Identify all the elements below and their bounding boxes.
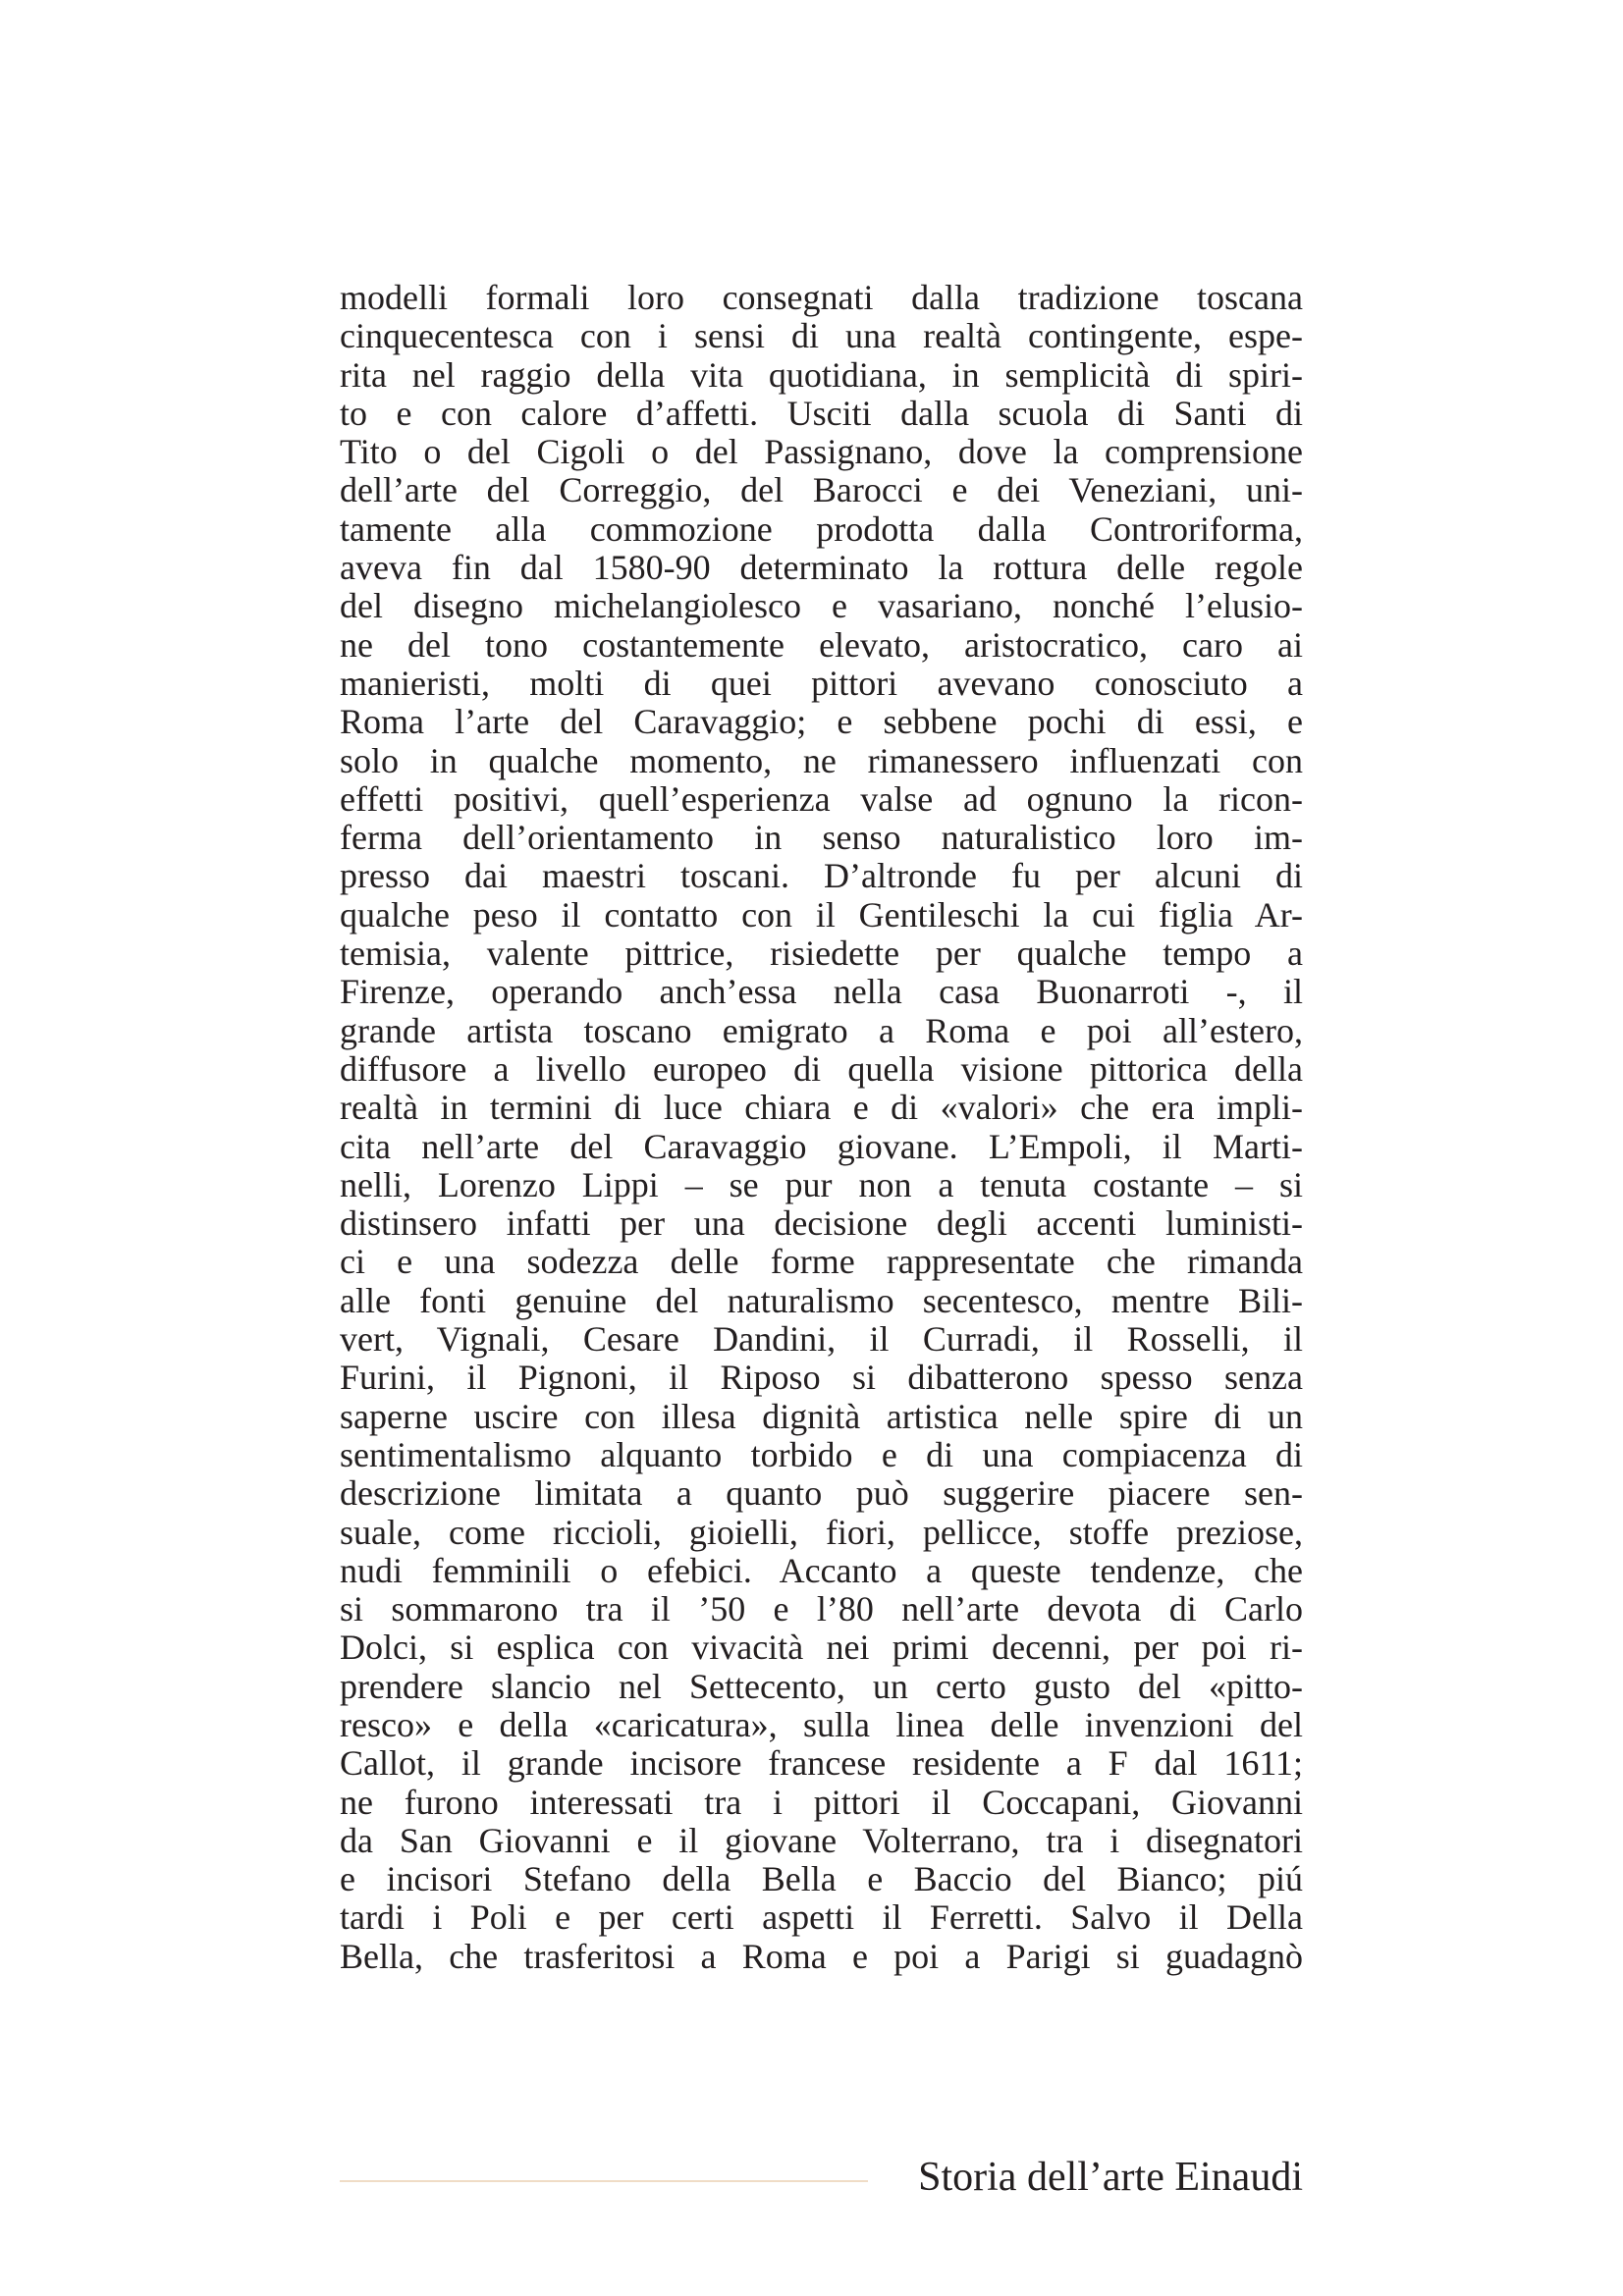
body-text	[340, 279, 1303, 1976]
text-line: ne del tono costantemente elevato, aristocratico, caro ai	[340, 624, 1303, 665]
text-line: effetti positivi, quell’esperienza valse ad ognuno la ricon-	[340, 778, 1303, 819]
text-line: tardi i Poli e per certi aspetti il Ferretti. Salvo il Della	[340, 1897, 1303, 1938]
text-line: del disegno michelangiolesco e vasariano, nonché l’elusio-	[340, 586, 1303, 626]
text-line: Callot, il grande incisore francese residente a F dal 1611;	[340, 1743, 1303, 1784]
text-line: realtà in termini di luce chiara e di «valori» che era impli-	[340, 1088, 1303, 1128]
text-line: modelli formali loro consegnati dalla tradizione toscana	[340, 278, 1303, 317]
text-line: Tito o del Cigoli o del Passignano, dove la comprensione	[340, 432, 1303, 472]
text-line: resco» e della «caricatura», sulla linea delle invenzioni del	[340, 1704, 1303, 1744]
text-line: distinsero infatti per una decisione degli accenti luministi-	[340, 1203, 1303, 1244]
text-line: solo in qualche momento, ne rimanessero influenzati con	[340, 740, 1303, 780]
text-line: Furini, il Pignoni, il Riposo si dibatterono spesso senza	[340, 1358, 1303, 1398]
text-line: grande artista toscano emigrato a Roma e poi all’estero,	[340, 1010, 1303, 1050]
text-line: Dolci, si esplica con vivacità nei primi decenni, per poi ri-	[340, 1628, 1303, 1668]
text-line: saperne uscire con illesa dignità artistica nelle spire di un	[340, 1396, 1303, 1436]
footer-rule	[340, 2180, 868, 2182]
text-line: Roma l’arte del Caravaggio; e sebbene pochi di essi, e	[340, 702, 1303, 742]
text-line: Firenze, operando anch’essa nella casa Buonarroti -, il	[340, 972, 1303, 1012]
text-line: alle fonti genuine del naturalismo secentesco, mentre Bili-	[340, 1280, 1303, 1320]
text-line: cinquecentesca con i sensi di una realtà contingente, espe-	[340, 316, 1303, 356]
text-line: vert, Vignali, Cesare Dandini, il Curradi, il Rosselli, il	[340, 1319, 1303, 1360]
text-line: ci e una sodezza delle forme rappresentate che rimanda	[340, 1242, 1303, 1282]
text-line: nelli, Lorenzo Lippi – se pur non a tenuta costante – si	[340, 1164, 1303, 1204]
text-line: si sommarono tra il ’50 e l’80 nell’arte devota di Carlo	[340, 1589, 1303, 1629]
text-line: sentimentalismo alquanto torbido e di una compiacenza di	[340, 1434, 1303, 1474]
text-line: Bella, che trasferitosi a Roma e poi a Parigi si guadagnò	[340, 1936, 1303, 1976]
text-line: ferma dell’orientamento in senso naturalistico loro im-	[340, 818, 1303, 858]
text-line: da San Giovanni e il giovane Volterrano, tra i disegnatori	[340, 1820, 1303, 1860]
text-line: manieristi, molti di quei pittori avevano conosciuto a	[340, 663, 1303, 703]
text-line: rita nel raggio della vita quotidiana, in semplicità di spiri-	[340, 354, 1303, 395]
text-line: presso dai maestri toscani. D’altronde fu per alcuni di	[340, 856, 1303, 896]
text-line: diffusore a livello europeo di quella visione pittorica della	[340, 1048, 1303, 1089]
text-line: descrizione limitata a quanto può suggerire piacere sen-	[340, 1473, 1303, 1514]
text-line: nudi femminili o efebici. Accanto a queste tendenze, che	[340, 1550, 1303, 1590]
text-line: e incisori Stefano della Bella e Baccio del Bianco; piú	[340, 1859, 1303, 1899]
text-line: cita nell’arte del Caravaggio giovane. L’Empoli, il Marti-	[340, 1126, 1303, 1166]
text-line: temisia, valente pittrice, risiedette per qualche tempo a	[340, 934, 1303, 974]
text-line: dell’arte del Correggio, del Barocci e dei Veneziani, uni-	[340, 470, 1303, 510]
text-line: aveva fin dal 1580-90 determinato la rottura delle regole	[340, 548, 1303, 588]
text-line: suale, come riccioli, gioielli, fiori, pellicce, stoffe preziose,	[340, 1512, 1303, 1552]
text-line: ne furono interessati tra i pittori il Coccapani, Giovanni	[340, 1782, 1303, 1822]
text-line: tamente alla commozione prodotta dalla Controriforma,	[340, 508, 1303, 549]
footer-title: Storia dell’arte Einaudi	[918, 2155, 1303, 2200]
text-line: qualche peso il contatto con il Gentileschi la cui figlia Ar-	[340, 894, 1303, 934]
text-line: to e con calore d’affetti. Usciti dalla scuola di Santi di	[340, 393, 1303, 433]
text-line: prendere slancio nel Settecento, un certo gusto del «pitto-	[340, 1666, 1303, 1706]
